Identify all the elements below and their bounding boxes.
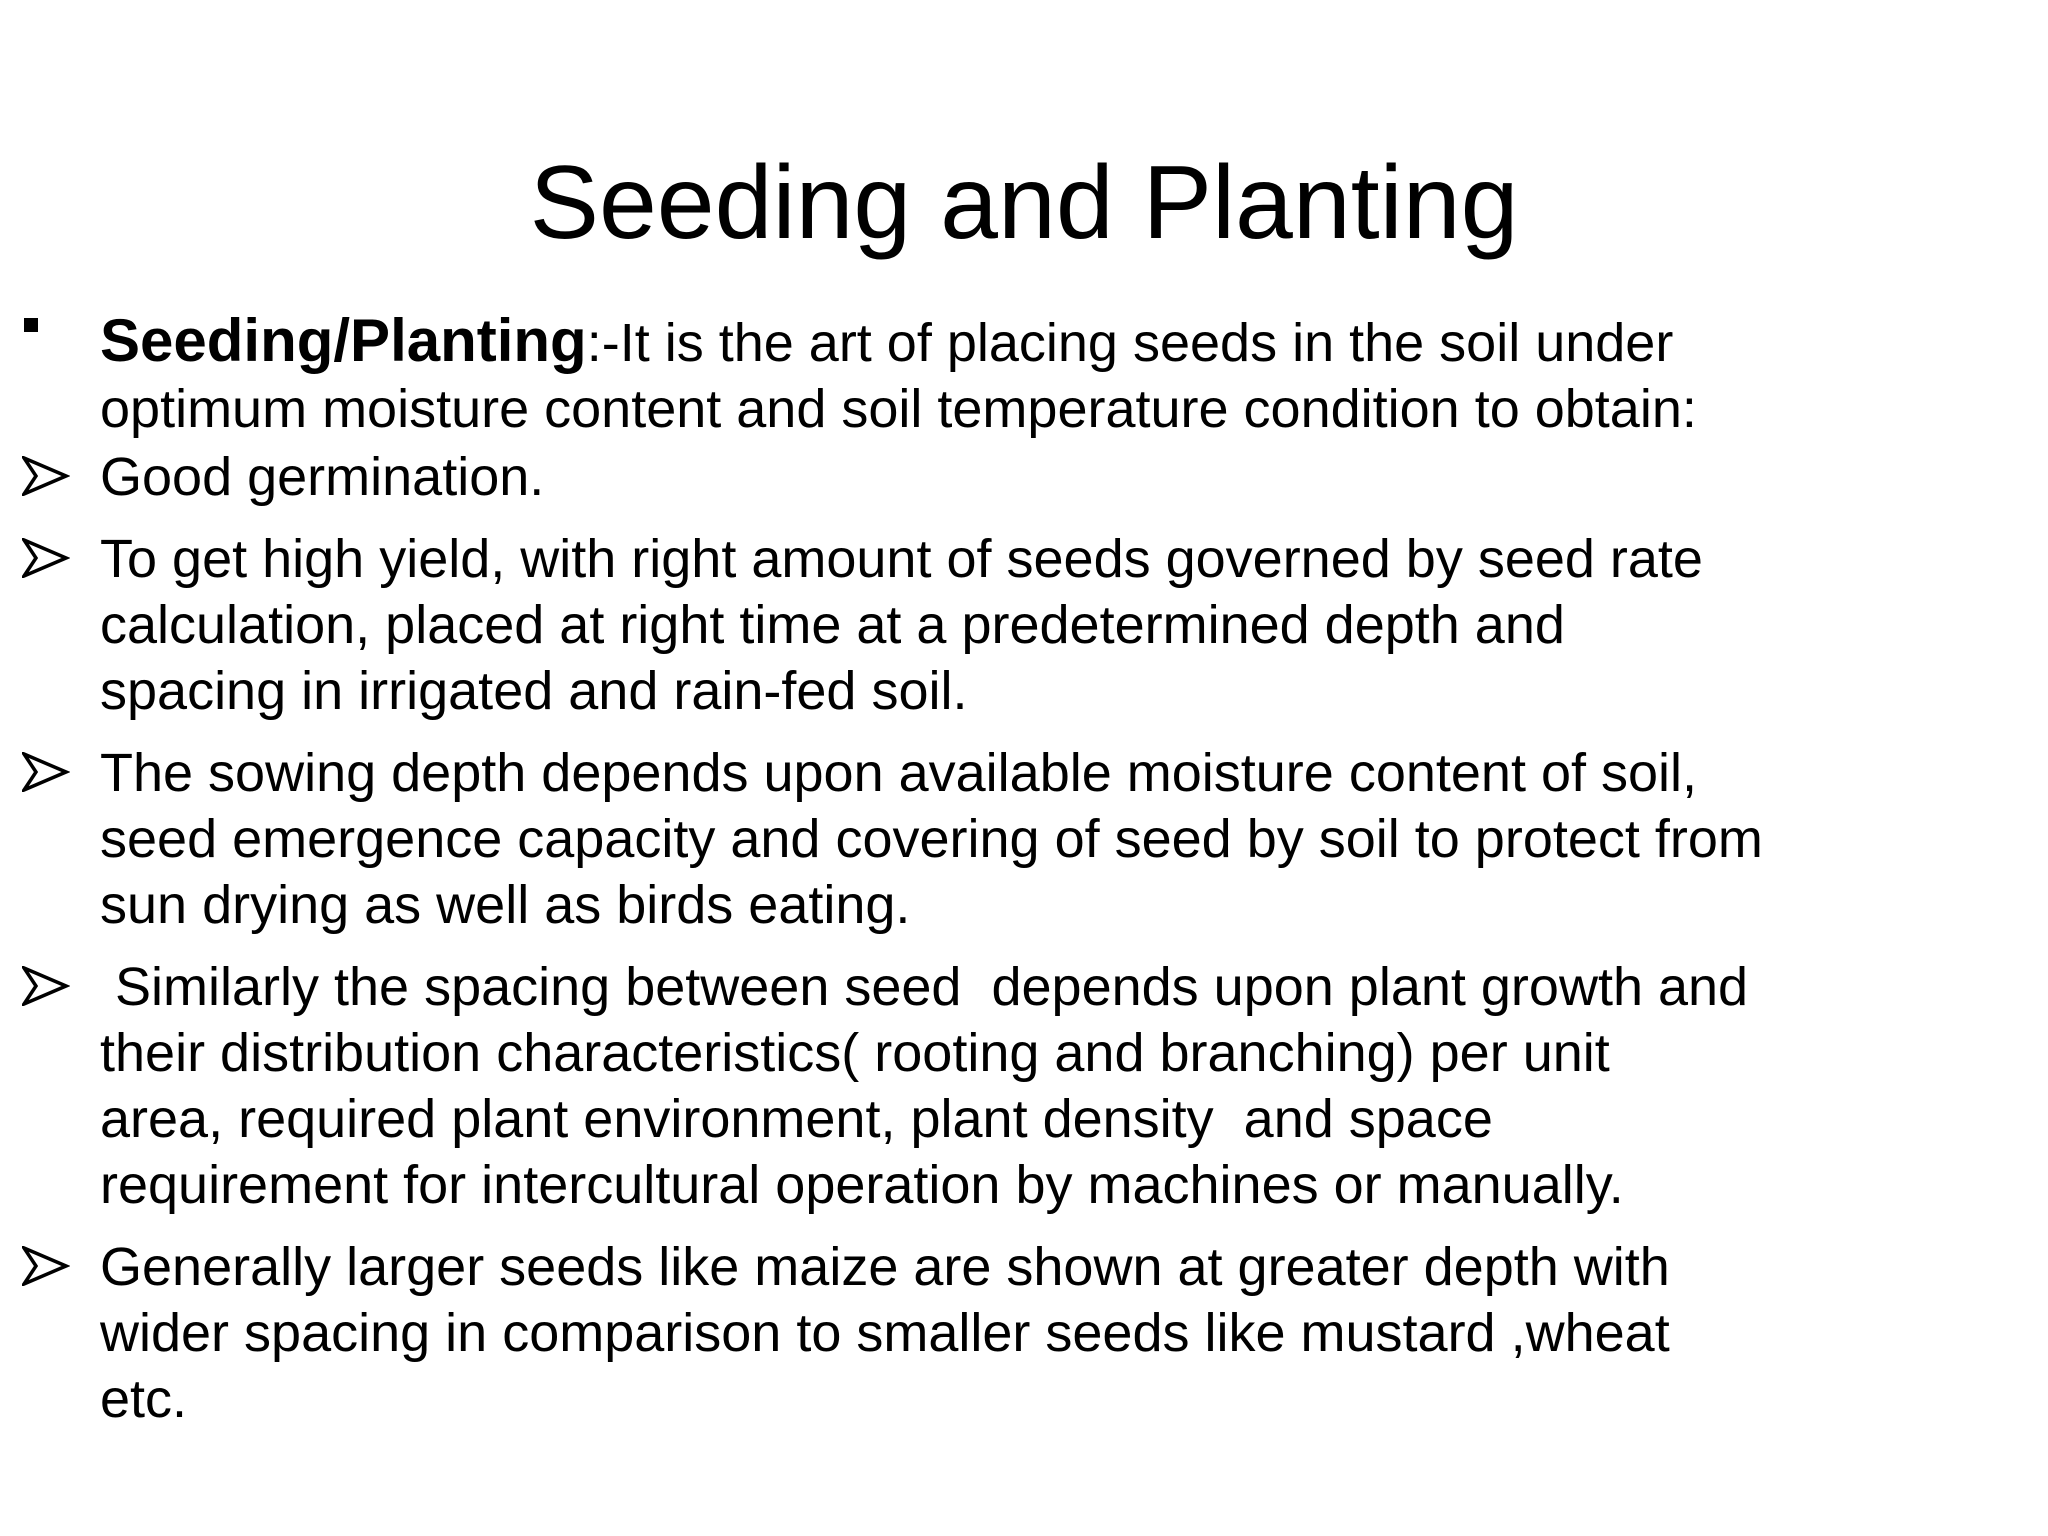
arrow-bullet-icon (22, 538, 70, 578)
arrow-bullet-icon (22, 456, 70, 496)
intro-item (0, 308, 2030, 442)
bullet-line: Generally larger seeds like maize are shown at greater depth with (100, 1237, 1670, 1297)
arrow-bullet-icon (22, 752, 70, 792)
square-bullet-icon (24, 318, 38, 332)
bullet-line: their distribution characteristics( rooting and branching) per unit (100, 1023, 1610, 1083)
bullet-line: requirement for intercultural operation by machines or manually. (100, 1155, 1624, 1215)
bullet-item-4 (0, 954, 2030, 1218)
bullet-line: seed emergence capacity and covering of seed by soil to protect from (100, 809, 1763, 869)
bullet-line: Good germination. (100, 447, 545, 507)
bullet-item-2 (0, 526, 2030, 724)
bullet-line: The sowing depth depends upon available moisture content of soil, (100, 743, 1698, 803)
bullet-item-1 (0, 444, 2030, 510)
bullet-line: sun drying as well as birds eating. (100, 875, 911, 935)
intro-line-1-rest: :-It is the art of placing seeds in the soil under (586, 313, 1674, 373)
bullet-line: area, required plant environment, plant density and space (100, 1089, 1493, 1149)
bullet-line: etc. (100, 1369, 188, 1429)
bullet-line: calculation, placed at right time at a predetermined depth and (100, 595, 1565, 655)
bullet-line: To get high yield, with right amount of seeds governed by seed rate (100, 529, 1703, 589)
slide-content (0, 308, 2048, 1508)
bullet-item-5 (0, 1234, 2030, 1432)
slide-title: Seeding and Planting (529, 145, 1519, 261)
arrow-bullet-icon (22, 1246, 70, 1286)
bullet-line: spacing in irrigated and rain-fed soil. (100, 661, 968, 721)
bullet-item-3 (0, 740, 2030, 938)
intro-line-1 (100, 308, 2030, 376)
bullet-line: Similarly the spacing between seed depends upon plant growth and (100, 957, 1749, 1017)
arrow-bullet-icon (22, 966, 70, 1006)
bullet-line: wider spacing in comparison to smaller seeds like mustard ,wheat (100, 1303, 1670, 1363)
intro-term: Seeding/Planting (100, 307, 587, 374)
intro-line-2: optimum moisture content and soil temperature condition to obtain: (100, 379, 1697, 439)
